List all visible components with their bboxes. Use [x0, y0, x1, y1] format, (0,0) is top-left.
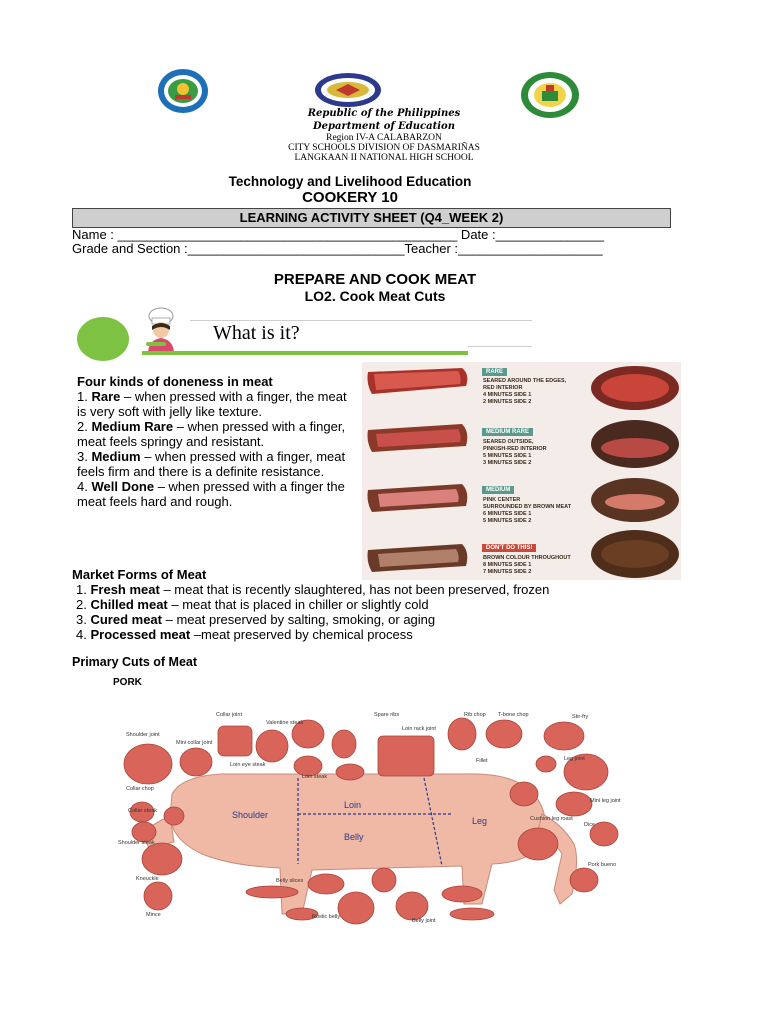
- primary-cuts-heading: Primary Cuts of Meat: [72, 655, 198, 669]
- market-form-item: 4. Processed meat –meat preserved by chemical process: [76, 627, 413, 642]
- what-is-it-heading: What is it?: [213, 322, 300, 344]
- doneness-heading: Four kinds of doneness in meat: [77, 374, 273, 389]
- pork-cuts-diagram: [112, 704, 632, 930]
- cut-label: Collar joint: [216, 712, 242, 718]
- doneness-tag: RARE: [482, 368, 507, 376]
- cut-label: Leg joint: [564, 756, 585, 762]
- cut-label: Mince: [146, 912, 161, 918]
- division-text: CITY SCHOOLS DIVISION OF DASMARIÑAS: [288, 143, 480, 153]
- steak-slice-medium: [368, 484, 468, 512]
- republic-text: Republic of the Philippines: [307, 108, 461, 119]
- cut-label: Cushion leg roast: [530, 816, 573, 822]
- region-label-loin: Loin: [344, 800, 362, 810]
- cut-label: Belly slices: [276, 878, 304, 884]
- header-rule-right: [468, 346, 532, 347]
- cut-label: Collar chop: [126, 786, 154, 792]
- doneness-item: 4. Well Done – when pressed with a finger the meat feels hard and rough.: [77, 479, 345, 509]
- doneness-tag: DON'T DO THIS!: [482, 544, 536, 552]
- cut-label: Loin eye steak: [230, 762, 266, 768]
- cut-label: Dice: [584, 822, 596, 828]
- doneness-desc: SEARED OUTSIDE, PINKISH-RED INTERIOR 5 MINUTES SIDE 1 3 MINUTES SIDE 2: [483, 439, 547, 466]
- region-label-belly: Belly: [344, 832, 364, 842]
- steak-slice-rare: [368, 368, 468, 394]
- cut-label: Shoulder joint: [126, 732, 160, 738]
- cut-label: Belly joint: [412, 918, 436, 924]
- header-rule-bottom: [142, 351, 468, 355]
- school-text: LANGKAAN II NATIONAL HIGH SCHOOL: [294, 153, 474, 163]
- subject-title: Technology and Livelihood Education: [228, 174, 472, 189]
- lesson-subtitle: LO2. Cook Meat Cuts: [304, 288, 446, 304]
- pork-label: PORK: [113, 677, 142, 688]
- cut-label: Kneuckle: [136, 876, 159, 882]
- header-rule-top: [190, 320, 532, 321]
- steak-slice-medium-rare: [368, 424, 468, 452]
- cut-label: Mini collar joint: [176, 740, 213, 746]
- cut-label: Pork bueno: [588, 862, 617, 868]
- sheet-title-band: LEARNING ACTIVITY SHEET (Q4_WEEK 2): [72, 208, 671, 228]
- cut-label: T-bone chop: [498, 712, 529, 718]
- grade-teacher-field[interactable]: Grade and Section :______________________________Teacher :____________________: [72, 241, 603, 256]
- region-text: Region IV-A CALABARZON: [326, 133, 442, 143]
- cut-label: Rustic belly: [312, 914, 341, 920]
- course-title: COOKERY 10: [302, 189, 398, 206]
- lesson-title: PREPARE AND COOK MEAT: [273, 271, 477, 288]
- steak-slice-well-done: [368, 544, 468, 572]
- cut-label: Mini leg joint: [590, 798, 621, 804]
- cut-label: Collar steak: [128, 808, 158, 814]
- cut-label: Loin rack joint: [402, 726, 436, 732]
- chef-icon: [138, 306, 184, 354]
- doneness-item: 1. Rare – when pressed with a finger, the meat is very soft with jelly like texture.: [77, 389, 347, 419]
- green-circle-decoration: [77, 317, 129, 361]
- name-date-field[interactable]: Name : _______________________________________________ Date :_______________: [72, 227, 605, 242]
- doneness-tag: MEDIUM: [482, 486, 514, 494]
- region-label-shoulder: Shoulder: [232, 810, 269, 820]
- cut-label: Loin steak: [302, 774, 328, 780]
- steak-doneness-image: [362, 362, 681, 580]
- cut-label: Fillet: [476, 758, 488, 764]
- cut-label: Shoulder steak: [118, 840, 155, 846]
- cut-label: Rib chop: [464, 712, 486, 718]
- doneness-item: 2. Medium Rare – when pressed with a finger, meat feels springy and resistant.: [77, 419, 346, 449]
- region-label-leg: Leg: [472, 816, 488, 826]
- doneness-desc: BROWN COLOUR THROUGHOUT 8 MINUTES SIDE 1 7 MINUTES SIDE 2: [483, 555, 571, 575]
- market-form-item: 3. Cured meat – meat preserved by salting, smoking, or aging: [76, 612, 436, 627]
- doneness-desc: PINK CENTER SURROUNDED BY BROWN MEAT 6 MINUTES SIDE 1 5 MINUTES SIDE 2: [483, 497, 572, 524]
- market-form-item: 1. Fresh meat – meat that is recently slaughtered, has not been preserved, frozen: [76, 582, 550, 597]
- cut-label: Valentine steak: [266, 720, 304, 726]
- department-text: Department of Education: [313, 121, 455, 132]
- cut-label: Spare ribs: [374, 712, 400, 718]
- deped-seal-logo: [314, 72, 382, 108]
- market-forms-heading: Market Forms of Meat: [72, 567, 207, 582]
- doneness-tag: MEDIUM RARE: [482, 428, 533, 436]
- doneness-section: [77, 374, 355, 509]
- doneness-item: 3. Medium – when pressed with a finger, meat feels firm and there is a definite resistance.: [77, 449, 346, 479]
- doneness-desc: SEARED AROUND THE EDGES, RED INTERIOR 4 MINUTES SIDE 1 2 MINUTES SIDE 2: [483, 378, 567, 405]
- cut-label: Stir-fry: [572, 714, 589, 720]
- market-form-item: 2. Chilled meat – meat that is placed in chiller or slightly cold: [76, 597, 429, 612]
